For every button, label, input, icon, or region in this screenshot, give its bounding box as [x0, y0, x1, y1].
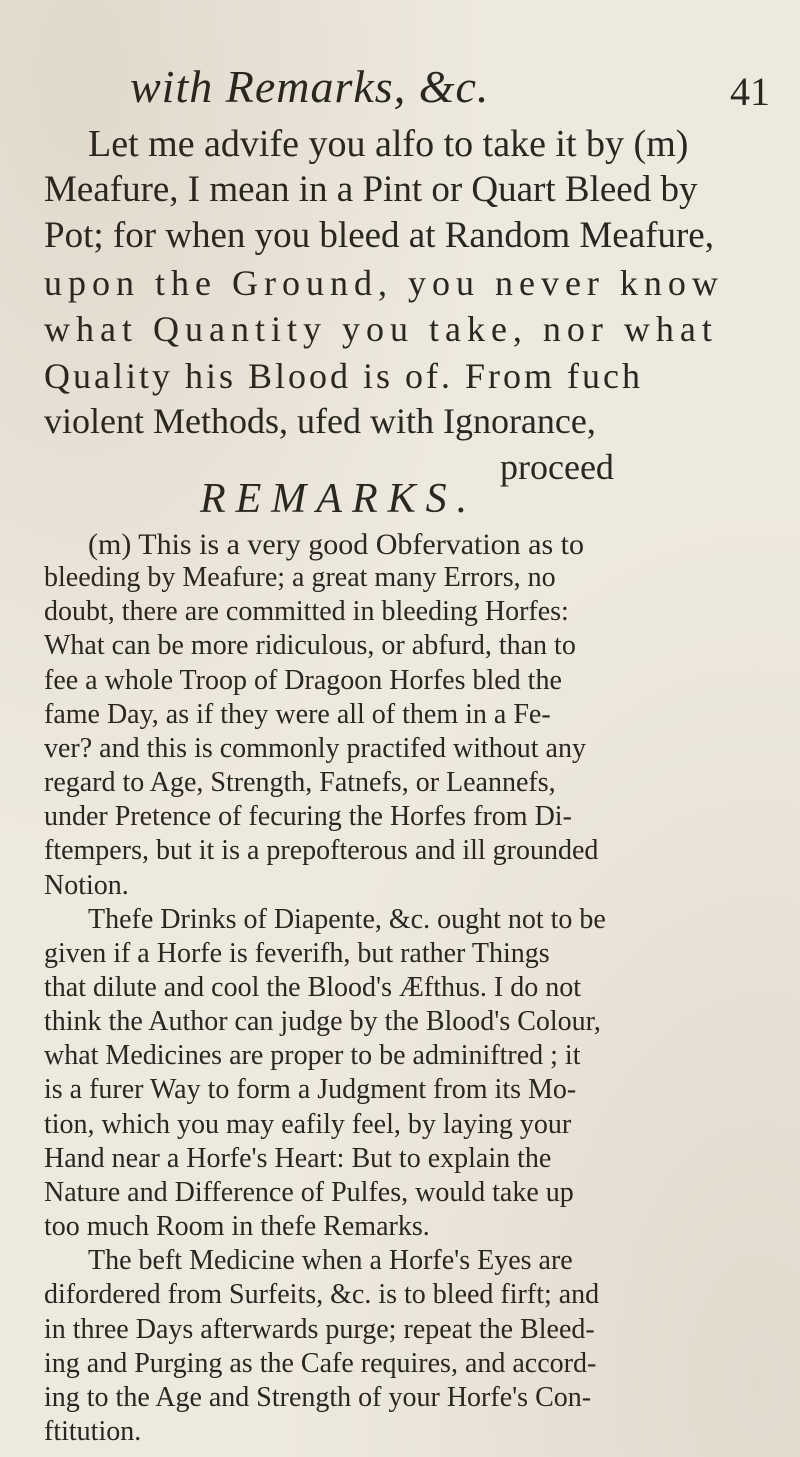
text-line: Nature and Difference of Pulfes, would take up — [44, 1176, 574, 1208]
text-line: Let me advife you alfo to take it by (m) — [88, 123, 689, 165]
text-line: ver? and this is commonly practifed without any — [44, 732, 586, 764]
text-line: given if a Horfe is feverifh, but rather Things — [44, 937, 550, 969]
text-line: ftitution. — [44, 1416, 142, 1447]
text-line: fee a whole Troop of Dragoon Horfes bled the — [44, 664, 562, 696]
text-line: difordered from Surfeits, &c. is to bleed firft; and — [44, 1279, 600, 1311]
text-line: regard to Age, Strength, Fatnefs, or Leannefs, — [44, 767, 556, 799]
text-line: bleeding by Meafure; a great many Errors, no — [44, 562, 556, 594]
text-line: that dilute and cool the Blood's Æfthus. I do not — [44, 972, 581, 1003]
text-line: Notion. — [44, 869, 129, 901]
text-line: Quality his Blood is of. From fuch — [44, 356, 643, 396]
page-number: 41 — [730, 69, 770, 114]
page-header — [130, 60, 770, 114]
text-line: (m) This is a very good Obfervation as to — [88, 528, 585, 561]
catchword: proceed — [500, 447, 614, 487]
text-line: Thefe Drinks of Diapente, &c. ought not to be — [88, 903, 606, 935]
text-line: The beft Medicine when a Horfe's Eyes are — [88, 1245, 573, 1277]
text-line: think the Author can judge by the Blood's Colour, — [44, 1006, 601, 1038]
text-line: under Pretence of fecuring the Horfes from Di- — [44, 801, 572, 833]
remarks-heading: REMARKS. — [200, 476, 478, 522]
running-head: with Remarks, &c. — [130, 61, 490, 112]
text-line: upon the Ground, you never know — [44, 263, 724, 303]
text-line: ing to the Age and Strength of your Horfe's Con- — [44, 1381, 592, 1413]
text-line: What can be more ridiculous, or abfurd, than to — [44, 630, 576, 662]
text-line: tion, which you may eafily feel, by laying your — [44, 1108, 572, 1140]
text-line: ing and Purging as the Cafe requires, and accord- — [44, 1347, 597, 1379]
text-line: in three Days afterwards purge; repeat the Bleed- — [44, 1313, 595, 1345]
text-line: Hand near a Horfe's Heart: But to explain the — [44, 1142, 552, 1174]
text-line: Meafure, I mean in a Pint or Quart Bleed by — [44, 169, 698, 210]
text-line: what Medicines are proper to be adminiftred ; it — [44, 1040, 581, 1072]
text-line: Pot; for when you bleed at Random Meafure, — [44, 215, 714, 256]
text-line: ftempers, but it is a prepofterous and ill grounded — [44, 835, 599, 867]
text-line: what Quantity you take, nor what — [44, 309, 718, 349]
text-line: doubt, there are committed in bleeding Horfes: — [44, 596, 569, 628]
text-line: fame Day, as if they were all of them in a Fe- — [44, 698, 551, 730]
text-line: violent Methods, ufed with Ignorance, — [44, 401, 596, 441]
text-line: is a furer Way to form a Judgment from its Mo- — [44, 1074, 577, 1106]
text-line: too much Room in thefe Remarks. — [44, 1211, 430, 1243]
